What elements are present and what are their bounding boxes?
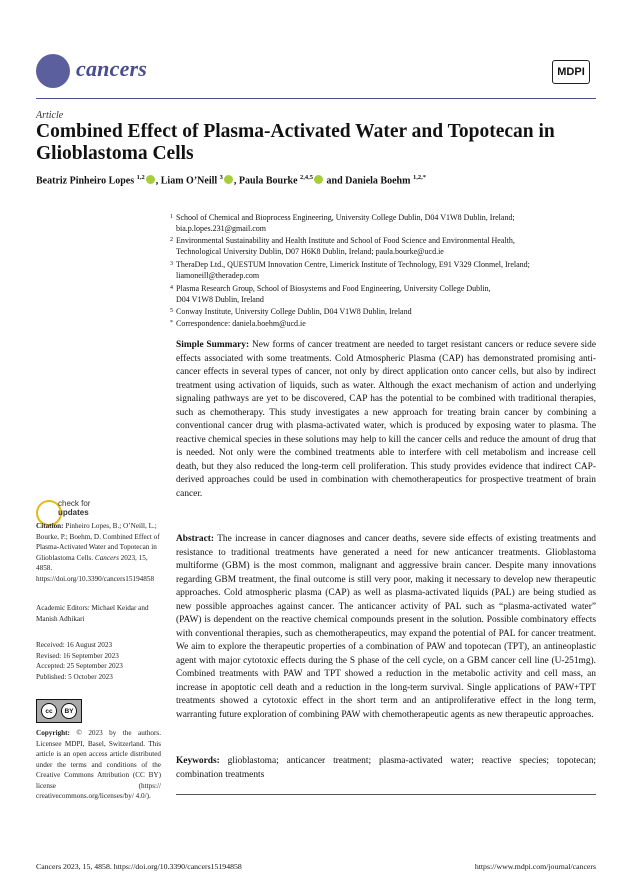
author-name: Beatriz Pinheiro Lopes xyxy=(36,175,137,187)
header-divider xyxy=(36,98,596,99)
citation: Citation: Pinheiro Lopes, B.; O’Neill, L.; Bourke, P.; Boehm, D. Combined Effect of Plasma-Activated Water and Topotecan in Glioblastoma Cells. Cancers 2023, 15, 4858. https://doi.org/10.3390/cancers15194858 xyxy=(36,522,160,583)
affiliation-item xyxy=(170,212,596,234)
affiliation-line: Plasma Research Group, School of Biosystems and Food Engineering, University College Dublin, xyxy=(176,284,491,293)
publisher-logo: MDPI xyxy=(552,60,590,84)
affiliation-line: liamoneill@theradep.com xyxy=(176,271,260,280)
date-revised: Revised: 16 September 2023 xyxy=(36,651,119,660)
author-name: Liam O’Neill xyxy=(160,175,220,187)
keywords-label: Keywords: xyxy=(176,756,220,766)
author-name: Paula Bourke xyxy=(238,175,301,187)
article-type: Article xyxy=(36,110,64,121)
affiliation-line: School of Chemical and Bioprocess Engineering, University College Dublin, D04 V1W8 Dublin, Ireland; xyxy=(176,213,515,222)
affiliation-line: D04 V1W8 Dublin, Ireland xyxy=(176,295,264,304)
article-title: Combined Effect of Plasma-Activated Water and Topotecan in Glioblastoma Cells xyxy=(36,121,555,164)
creative-commons-license-icon[interactable] xyxy=(36,699,82,723)
author-affiliation-marker: 1,2 xyxy=(136,174,145,181)
affiliation-line: Environmental Sustainability and Health Institute and School of Food Science and Environmental Health, xyxy=(176,236,515,245)
date-accepted: Accepted: 25 September 2023 xyxy=(36,662,123,670)
author-separator: and xyxy=(324,175,346,187)
author-separator: , xyxy=(155,175,161,187)
check-for-updates-label[interactable]: check for updates xyxy=(58,499,91,517)
footer-journal-link[interactable]: https://www.mdpi.com/journal/cancers xyxy=(474,862,596,871)
abstract xyxy=(176,533,596,722)
orcid-icon[interactable] xyxy=(146,175,155,184)
affiliation-line: Technological University Dublin, D07 H6K8 Dublin, Ireland; paula.bourke@ucd.ie xyxy=(176,247,444,256)
affiliation-item xyxy=(170,259,596,281)
author-separator: , xyxy=(233,175,239,187)
affiliation-number: 1 xyxy=(170,214,173,220)
publication-dates xyxy=(36,640,161,682)
affiliation-item xyxy=(170,306,596,317)
simple-summary xyxy=(176,339,596,501)
journal-logo-icon xyxy=(36,54,70,88)
author-affiliation-marker: 2,4,5 xyxy=(300,174,314,181)
academic-editors: Academic Editors: Michael Keidar and Manish Adhikari xyxy=(36,604,149,623)
affiliation-item xyxy=(170,318,596,329)
author-affiliation-marker: 3 xyxy=(219,174,223,181)
affiliation-line: bia.p.lopes.231@gmail.com xyxy=(176,224,267,233)
keywords-text: glioblastoma; anticancer treatment; plasma-activated water; reactive species; topotecan; combination treatments xyxy=(176,756,596,780)
author-list xyxy=(36,174,426,186)
by-icon: BY xyxy=(61,703,77,719)
abstract-label: Abstract: xyxy=(176,534,215,544)
affiliation-number: 5 xyxy=(170,308,173,314)
cc-icon: cc xyxy=(41,703,57,719)
abstract-text: The increase in cancer diagnoses and cancer deaths, severe side effects of existing treatments and resistance to traditional treatments have generated a need for new anticancer treatments. Glioblastoma multiforme (GBM) is the most common, malignant and aggressive brain cancer. Despite many innovations regarding GBM treatment, the final outcome is still very poor, making it necessary to develop new therapeutic approaches. Cold atmospheric plasma (CAP) as well as plasma-activated liquids (PAL) are being studied as new possible approaches against cancer. The anticancer activity of PAL such as “plasma-activated water” (PAW) is dependent on the reactive chemical compounds present in the solution. Possible combinatory effects with conventional therapies, such as chemotherapeutics, may expand the potential of PAL for cancer treatment. We aim to explore the therapeutic properties of a combination of PAW and topotecan (TPT), an antineoplastic agent with major cytotoxic effects during the S phase of the cell cycle, on a GBM cancer cell line (U-251mg). Combined treatments with PAW and TPT showed a reduction in the metabolic activity and cell mass, an increase in apoptotic cell death and a reduction in the long-term survival. Single applications of PAW+TPT treatments showed a cytotoxic effect in the short term and an antiproliferative effect in the long term, warranting future exploration of combining PAW with chemotherapeutic agents as new therapeutic approaches. xyxy=(176,534,596,720)
copyright: Copyright: © 2023 by the authors. Licensee MDPI, Basel, Switzerland. This article is an open access article distributed under the terms and conditions of the Creative Commons Attribution (CC BY) license (https:// creativecommons.org/licenses/by/ 4.0/). xyxy=(36,729,162,800)
author-affiliation-marker: 1,2,* xyxy=(412,174,426,181)
affiliation-number: * xyxy=(170,320,173,326)
keywords xyxy=(176,755,596,782)
footer-citation: Cancers 2023, 15, 4858. https://doi.org/10.3390/cancers15194858 xyxy=(36,862,242,871)
author-name: Daniela Boehm xyxy=(345,175,413,187)
affiliation-item xyxy=(170,235,596,257)
journal-name: cancers xyxy=(76,56,148,81)
affiliation-line: TheraDep Ltd., QUESTUM Innovation Centre, Limerick Institute of Technology, E91 V329 Clonmel, Ireland; xyxy=(176,260,530,269)
date-published: Published: 5 October 2023 xyxy=(36,672,113,681)
affiliation-number: 3 xyxy=(170,261,173,267)
affiliation-line: Conway Institute, University College Dublin, D04 V1W8 Dublin, Ireland xyxy=(176,307,412,316)
date-received: Received: 16 August 2023 xyxy=(36,641,113,649)
keywords-divider xyxy=(176,794,596,795)
orcid-icon[interactable] xyxy=(224,175,233,184)
affiliation-number: 2 xyxy=(170,237,173,243)
affiliation-item xyxy=(170,283,596,305)
simple-summary-text: New forms of cancer treatment are needed to target resistant cancers or reduce severe side effects associated with some treatments. Cold Atmospheric Plasma (CAP) has demonstrated promising anti-cancer effects in several types of cancer, not only by direct application onto cancer cells, but also by indirect treatment using activation of liquids, such as water. Although the exact mechanism of action and underlying signaling pathways are yet to be discovered, CAP has the potential to be combined with traditional therapies, such as chemotherapy. This study investigates a new approach for treating brain cancer by combining a conventional cancer drug with plasma-activated water, which is produced by exposing water to plasma. The reactive chemical species in these solutions may help to kill the cancer cells and reduce the amount of drug that is needed. Not only were the combined treatments able to interfere with cell metabolism and increase cell death, but they also reduced the long-term cell proliferation. This study provides evidence that indirect CAP-derived approaches could be used in combination with chemotherapeutics for prospective treatment of brain cancer. xyxy=(176,340,597,499)
affiliation-line: Correspondence: daniela.boehm@ucd.ie xyxy=(176,319,306,328)
affiliation-number: 4 xyxy=(170,285,173,291)
orcid-icon[interactable] xyxy=(314,175,323,184)
simple-summary-label: Simple Summary: xyxy=(176,340,250,350)
